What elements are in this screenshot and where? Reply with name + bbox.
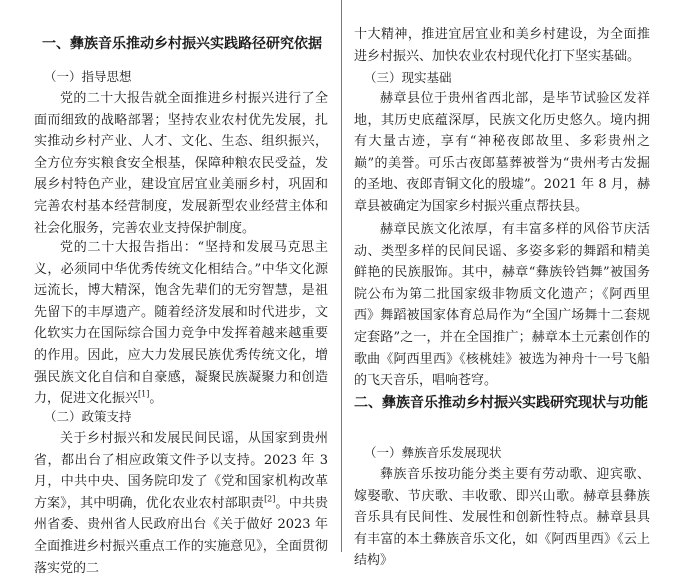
subheading-development-status: [354, 442, 502, 463]
paragraph-3-text-a: 关于乡村振兴和发展民间民谣，从国家到贵州省，都出台了相应政策文件予以支持。2023 年 3 月，中共中央、国务院印发了《党和国家机构改革方案》，其中明确，优化农业农村部职责: [34, 431, 328, 511]
citation-ref-2: [2]: [264, 494, 276, 504]
subheading-practical-basis: [354, 67, 452, 88]
citation-ref-1: [1]: [138, 389, 150, 399]
paragraph-2-end: 。: [149, 391, 163, 407]
subheading-text: （一）彝族音乐发展现状: [364, 445, 502, 460]
paragraph-3-continued: 十大精神，推进宜居宜业和美乡村建设，为全面推进乡村振兴、加快农业农村现代化打下坚实基础。: [354, 27, 650, 64]
paragraph-1: 党的二十大报告就全面推进乡村振兴进行了全面而细致的战略部署；坚持农业农村优先发展，扎实推动乡村产业、人才、文化、生态、组织振兴，全方位夯实粮食安全根基，保障种粮农民受益，发展乡村特色产业，建设宜居宜业美丽乡村，巩固和完善农村基本经营制度，发展新型农业经营主体和社会化服务，完善农业支持保护制度。: [34, 91, 328, 236]
paragraph-3-text-b: 。中共贵州省委、贵州省人民政府出台《关于做好 2023 年全面推进乡村振兴重点工作的实施意见》，全面贯彻落实党的二: [34, 495, 328, 576]
paragraph-4: 赫章县位于贵州省西北部，是毕节试验区发祥地，其历史底蕴深厚，民族文化历史悠久。境内拥有大量古迹，享有“神秘夜郎故里、多彩贵州之巅”的美誉。可乐古夜郎墓葬被誉为“贵州考古发掘的圣地、夜郎青铜文化的殷墟”。2021 年 8 月，赫章县被确定为国家乡村振兴重点帮扶县。: [354, 91, 650, 214]
section2-heading: 二、彝族音乐推动乡村振兴实践研究现状与功能: [354, 395, 648, 411]
subheading-text: （一）指导思想: [44, 69, 132, 84]
column-divider: [341, 0, 342, 552]
paragraph-3: [34, 428, 328, 579]
paragraph-5: 赫章民族文化浓厚，有丰富多样的风俗节庆活动、类型多样的民间民谣、多姿多彩的舞蹈和精美鲜艳的民族服饰。其中，赫章“彝族铃铛舞”被国务院公布为第二批国家级非物质文化遗产；《阿西里西》舞蹈被国家体育总局作为“全国广场舞十二套规定套路”之一，并在全国推广；赫章本土元素创作的歌曲《阿西里西》《核桃娃》被选为神舟十一号飞船的飞天音乐，唱响苍穹。: [354, 222, 650, 389]
paragraph-6: 彝族音乐按功能分类主要有劳动歌、迎宾歌、嫁娶歌、节庆歌、丰收歌、即兴山歌。赫章县彝族音乐具有民间性、发展性和创新性特点。赫章县具有丰富的本土彝族音乐文化，如《阿西里西》《云上结构》: [354, 467, 650, 569]
paragraph-2: [34, 237, 328, 410]
subheading-text: （二）政策支持: [44, 409, 132, 424]
subheading-guiding-ideology: [34, 66, 132, 87]
section1-heading: 一、彝族音乐推动乡村振兴实践路径研究依据: [42, 36, 322, 52]
subheading-policy-support: [34, 406, 132, 427]
subheading-text: （三）现实基础: [364, 70, 452, 85]
paragraph-2-text: 党的二十大报告指出：“坚持和发展马克思主义，必须同中华优秀传统文化相结合。”中华文化源远流长，博大精深，饱含先辈们的无穷智慧，是祖先留下的丰厚遗产。随着经济发展和时代进步，文化软实力在国际综合国力竞争中发挥着越来越重要的作用。因此，应大力发展民族优秀传统文化，增强民族文化自信和自豪感，凝聚民族凝聚力和创造力，促进文化振兴: [34, 240, 328, 407]
